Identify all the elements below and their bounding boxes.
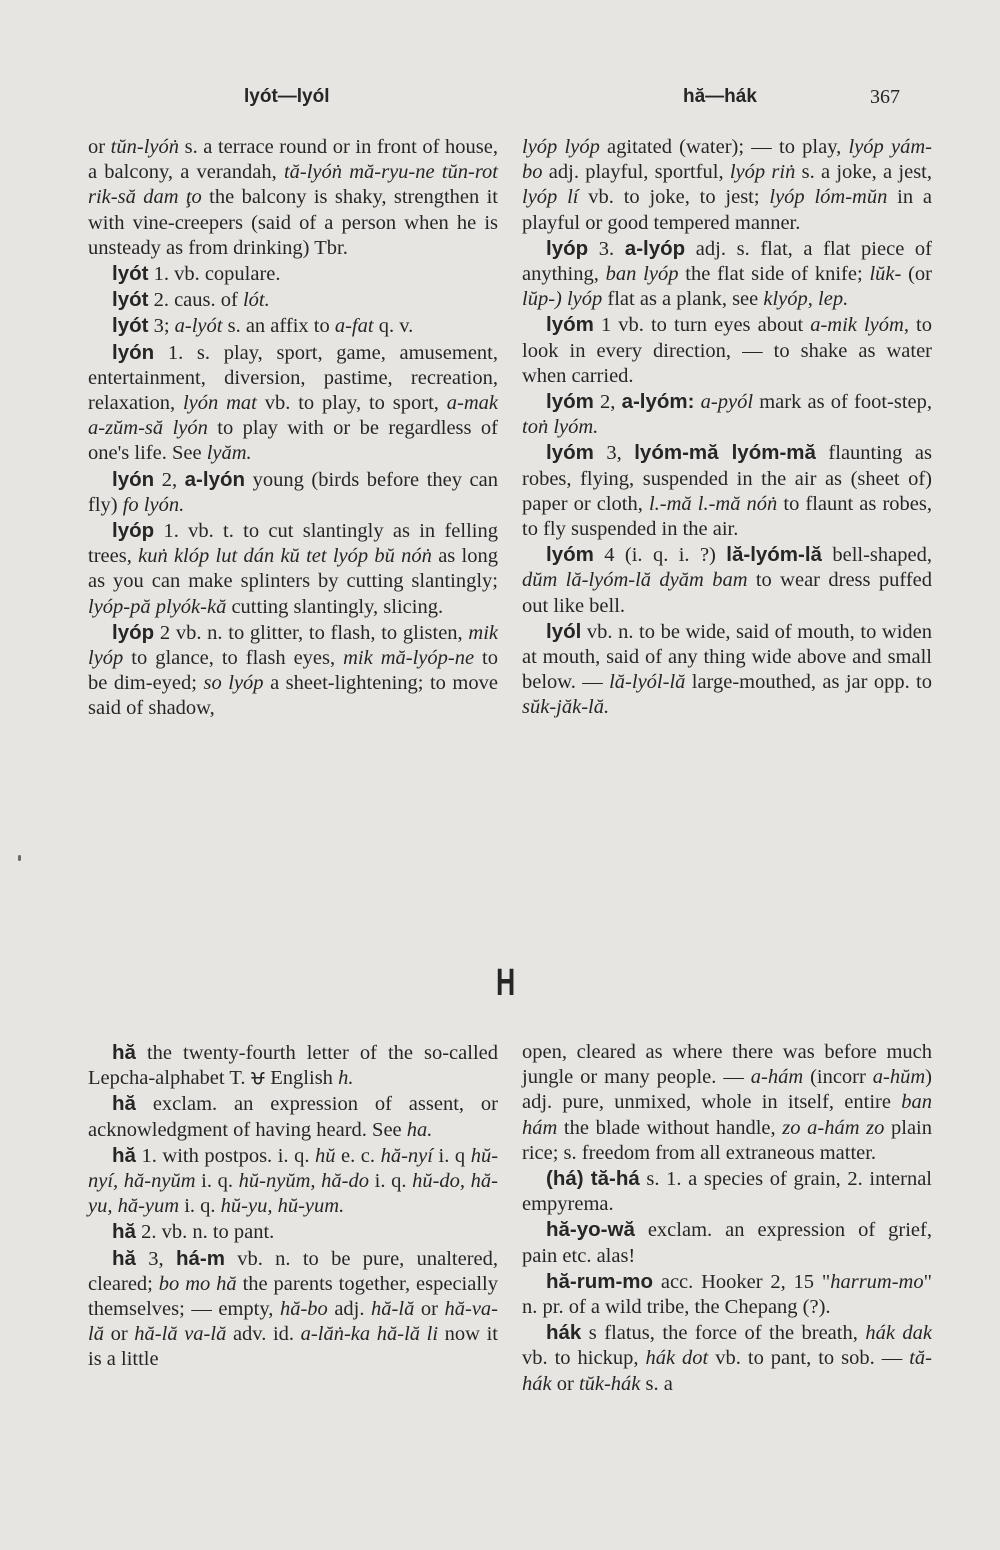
entry-text: young (birds before they can fly): [88, 468, 499, 516]
entry-text: or: [103, 1323, 135, 1346]
entry: [88, 518, 498, 620]
entry: [522, 619, 932, 721]
entry-text: a-lyóp: [624, 236, 686, 260]
entry-text: a-hŭm: [872, 1066, 926, 1089]
entry-text: toṅ lyóm.: [522, 416, 599, 439]
entry-text: adj.: [327, 1298, 372, 1321]
entry-text: to flaunt as robes, to fly suspended in the air.: [522, 492, 932, 541]
entry: [88, 1040, 498, 1091]
entry: [88, 1246, 498, 1373]
entry-text: the twenty-fourth letter of the so-called Lepcha-alphabet T.: [88, 1042, 498, 1090]
entry-text: ban hám: [522, 1091, 932, 1139]
entry-text: 2. vb. n. to pant.: [135, 1221, 275, 1244]
entry-text: tă-lyóṅ mă-ryu-ne tŭn-rot rik-să dam ţo: [88, 161, 498, 209]
entry-text: a-lyót: [174, 315, 223, 338]
entry-text: a-mak a-zŭm-să lyón: [88, 392, 498, 440]
entry-text: l.-mă l.-mă nóṅ: [648, 492, 778, 515]
entry-text: ha.: [406, 1118, 433, 1141]
page-number: 367: [870, 86, 900, 108]
entry-text: a-mik lyóm,: [810, 314, 909, 337]
entry: [88, 1143, 498, 1220]
section-letter: H: [496, 962, 516, 1004]
entry: [522, 389, 932, 440]
entry-text: sŭk-jăk-lă.: [522, 696, 610, 719]
entry-text: s. an affix to: [222, 315, 335, 338]
entry-text: 3.: [588, 237, 625, 260]
column-top-left: [88, 135, 498, 722]
entry: [522, 440, 932, 542]
entry-text: 1. vb. t. to cut slantingly as in felling trees,: [88, 520, 498, 568]
column-bottom-left: [88, 1040, 498, 1373]
entry-text: i. q: [432, 1144, 471, 1167]
entry-text: the parents together, especially themselves; — empty,: [88, 1272, 498, 1321]
entry-text: hă-lă va-lă: [134, 1323, 227, 1346]
entry-text: s. a joke, a jest,: [795, 161, 933, 184]
entry-text: 2 vb. n. to glitter, to flash, to glisten,: [154, 621, 469, 644]
entry: [88, 1091, 498, 1142]
headword: hă: [112, 1143, 136, 1167]
entry-text: 2,: [593, 391, 622, 414]
entry-text: s flatus, the force of the breath,: [581, 1322, 866, 1345]
entry: [88, 313, 498, 339]
entry: [88, 287, 498, 313]
entry-text: a sheet-lightening; to move said of shadow,: [88, 672, 498, 720]
entry-text: so lyóp: [203, 672, 264, 695]
entry-text: or: [88, 136, 111, 158]
column-top-right: [522, 135, 932, 721]
entry-text: hŭ-nyí, hă-nyŭm: [88, 1144, 499, 1193]
entry-text: i. q.: [179, 1195, 221, 1218]
entry-text: exclam. an expression of grief, pain etc. alas!: [522, 1219, 932, 1267]
headword: lyóm: [546, 441, 594, 465]
entry-text: flat as a plank, see: [602, 288, 764, 311]
headword: lyón: [112, 467, 155, 491]
entry-text: hă-bo: [279, 1298, 328, 1321]
entry-text: the blade without handle,: [557, 1116, 783, 1139]
entry-text: tă-hák: [522, 1347, 933, 1395]
entry-text: a-fat: [334, 315, 374, 338]
entry-text: as long as you can make splinters by cutting slantingly;: [88, 545, 498, 593]
entry-text: a-lyóm:: [621, 390, 695, 414]
entry-text: " n. pr. of a wild tribe, the Chepang (?).: [522, 1270, 932, 1319]
entry-continuation: [88, 135, 498, 261]
entry-text: the balcony is shaky, strengthen it with vine-creepers (said of a person when he is unsteady as from drinking) Tbr.: [88, 186, 498, 259]
entry-text: 2. caus. of: [148, 289, 243, 312]
right-guide-word: hă—hák: [683, 86, 757, 107]
entry-text: lyón mat: [182, 392, 257, 415]
headword: lyót: [112, 314, 149, 338]
entry-text: lyóm-mă lyóm-mă: [634, 441, 816, 465]
entry-text: h.: [338, 1067, 354, 1090]
entry-text: 3;: [148, 315, 175, 338]
entry-continuation: [522, 1040, 932, 1166]
entry-text: hák dak: [865, 1322, 932, 1345]
entry-text: cutting slantingly, slicing.: [226, 595, 444, 618]
left-guide-word: lyót—lyól: [244, 86, 330, 107]
entry-text: kuṅ klóp lut dán kŭ tet lyóp bŭ nóṅ: [138, 545, 432, 568]
entry-text: hŭ-nyŭm, hă-do: [238, 1170, 369, 1193]
entry-text: ban lyóp: [605, 263, 679, 286]
entry-text: to wear dress puffed out like bell.: [522, 569, 932, 617]
headword: lyóm: [546, 543, 594, 567]
entry-text: ) adj. pure, unmixed, whole in itself, entire: [522, 1066, 932, 1114]
entry-text: 4 (i. q. i. ?): [593, 544, 727, 567]
entry-text: hŭ-yu, hŭ-yum.: [220, 1195, 345, 1218]
entry-text: lyóp lyóp: [522, 136, 600, 158]
headword: lyól: [546, 619, 582, 643]
entry-text: in a playful or good tempered manner.: [522, 186, 932, 234]
headword: hă: [112, 1041, 136, 1064]
entry-text: s. a: [640, 1372, 673, 1395]
entry: [522, 1166, 932, 1217]
entry-text: s. a terrace round or in front of house, a balcony, a verandah,: [88, 136, 498, 184]
entry-text: hă-va-lă: [88, 1298, 499, 1346]
entry-text: lyóp lóm-mŭn: [769, 186, 888, 209]
entry-text: (incorr: [803, 1066, 873, 1089]
entry-text: 1. with postpos. i. q.: [135, 1144, 315, 1167]
entry-text: bell-shaped,: [821, 544, 932, 567]
entry-text: 1 vb. to turn eyes about: [593, 314, 811, 337]
headword: lyót: [112, 288, 149, 312]
headword: hă-yo-wă: [546, 1218, 635, 1242]
entry-text: large-mouthed, as jar opp. to: [685, 671, 932, 694]
entry-text: e. c.: [335, 1144, 381, 1167]
entry-text: vb. n. to be pure, unaltered, cleared;: [88, 1247, 499, 1295]
entry-text: (or: [901, 263, 933, 286]
entry-text: vb. to joke, to jest;: [578, 186, 770, 209]
entry-text: exclam. an expression of assent, or acknowledgment of having heard. See: [88, 1093, 498, 1141]
entry-text: s. 1. a species of grain, 2. internal empyrema.: [522, 1168, 933, 1216]
entry: [522, 236, 932, 313]
lepcha-letter-glyph: ᰝ: [250, 1067, 266, 1090]
entry: [88, 340, 498, 467]
headword: hă-rum-mo: [546, 1269, 654, 1293]
entry-text: a-hám: [750, 1066, 804, 1089]
headword: lyón: [112, 340, 155, 364]
entry-text: or: [551, 1372, 579, 1395]
entry-text: fo lyón.: [122, 493, 185, 516]
entry: [522, 1320, 932, 1397]
entry-text: flaunting as robes, flying, suspended in the air as (sheet of) paper or cloth,: [522, 442, 933, 515]
headword: hă: [112, 1246, 136, 1270]
entry-text: i. q.: [368, 1170, 413, 1193]
entry-text: a-lyón: [184, 467, 246, 491]
entry-text: q. v.: [373, 315, 414, 338]
entry-text: now it is a little: [88, 1323, 498, 1371]
headword: lyóm: [546, 390, 594, 414]
headword: (há) tă-há: [546, 1167, 640, 1191]
entry-text: lă-lyóm-lă: [726, 543, 822, 567]
entry-text: lă-lyól-lă: [609, 671, 686, 694]
entry-text: adj. playful, sportful,: [542, 161, 730, 184]
entry-text: mik mă-lyóp-ne: [343, 647, 475, 670]
entry-text: adv. id.: [226, 1323, 301, 1346]
entry-text: lyăm.: [206, 442, 252, 465]
column-bottom-right: [522, 1040, 932, 1397]
entry-text: the flat side of knife;: [678, 263, 870, 286]
entry-text: hák dot: [645, 1347, 709, 1370]
entry-text: lyóp yám-bo: [522, 136, 933, 184]
entry-text: mik lyóp: [88, 621, 498, 670]
headword: lyóp: [546, 236, 589, 260]
headword: lyóp: [112, 620, 155, 644]
entry-text: hŭ-do, hă-yu, hă-yum: [88, 1170, 499, 1218]
entry-text: tŭk-hák: [578, 1372, 641, 1395]
entry-text: vb. to play, to sport,: [256, 392, 447, 415]
entry-text: klyóp, lep.: [763, 288, 849, 311]
entry-text: 1. s. play, sport, game, amusement, entertainment, diversion, pastime, recreation, relaxation,: [88, 341, 498, 415]
entry-text: lŭk-: [869, 263, 902, 286]
entry-text: or: [414, 1298, 445, 1321]
headword: lyóm: [546, 313, 594, 337]
entry-text: i. q.: [195, 1170, 239, 1193]
entry-text: zo a-hám zo: [782, 1116, 885, 1139]
entry-text: lót.: [242, 289, 270, 312]
entry-text: plain rice; s. freedom from all extraneous matter.: [522, 1116, 932, 1164]
entry-text: lŭp-) lyóp: [522, 288, 603, 311]
entry-text: dŭm lă-lyóm-lă dyăm bam: [522, 569, 748, 592]
entry-text: vb. n. to be wide, said of mouth, to widen at mouth, said of any thing wide above and small below. —: [522, 620, 932, 694]
entry-text: English: [265, 1067, 339, 1090]
entry: [88, 467, 498, 518]
entry-text: hă-nyí: [380, 1144, 433, 1167]
margin-speck: [18, 855, 21, 861]
entry-text: há-m: [175, 1246, 225, 1270]
entry-text: 2,: [154, 468, 185, 491]
entry-text: 1. vb. copulare.: [148, 263, 281, 286]
entry-text: mark as of foot-step,: [753, 391, 932, 414]
entry-text: vb. to hickup,: [522, 1347, 646, 1370]
entry-text: bo mo hă: [158, 1272, 237, 1295]
entry-text: acc. Hooker 2, 15 ": [653, 1270, 831, 1293]
entry: [522, 312, 932, 389]
entry-text: to play with or be regardless of one's life. See: [88, 417, 498, 465]
entry-text: harrum-mo: [830, 1270, 924, 1293]
headword: hák: [546, 1321, 582, 1345]
entry: [522, 542, 932, 619]
entry-text: agitated (water); — to play,: [599, 136, 849, 158]
headword: hă: [112, 1220, 136, 1244]
entry-text: to look in every direction, — to shake as water when carried.: [522, 314, 932, 387]
entry-text: lyóp lí: [522, 186, 579, 209]
entry: [522, 1269, 932, 1320]
entry-text: open, cleared as where there was before much jungle or many people. —: [522, 1041, 932, 1089]
entry-text: to glance, to flash eyes,: [123, 647, 344, 670]
entry-text: vb. to pant, to sob. —: [708, 1347, 910, 1370]
entry-text: a-lăṅ-ka hă-lă li: [300, 1323, 439, 1346]
entry-text: hŭ: [315, 1144, 336, 1167]
entry-text: to be dim-eyed;: [88, 647, 498, 695]
entry: [88, 1219, 498, 1245]
entry-text: a-pyól: [700, 391, 754, 414]
headword: hă: [112, 1092, 136, 1116]
entry-text: lyóp riṅ: [729, 161, 796, 184]
entry-text: hă-lă: [371, 1298, 415, 1321]
entry-continuation: [522, 135, 932, 236]
headword: lyóp: [112, 519, 155, 543]
entry-text: 3,: [593, 442, 635, 465]
entry-text: lyóp-pă plyók-kă: [88, 595, 227, 618]
headword: lyót: [112, 262, 149, 286]
entry-text: tŭn-lyóṅ: [110, 136, 179, 158]
entry: [522, 1217, 932, 1268]
entry-text: adj. s. flat, a flat piece of anything,: [522, 237, 933, 286]
entry: [88, 261, 498, 287]
entry-text: 3,: [135, 1247, 176, 1270]
entry: [88, 620, 498, 722]
